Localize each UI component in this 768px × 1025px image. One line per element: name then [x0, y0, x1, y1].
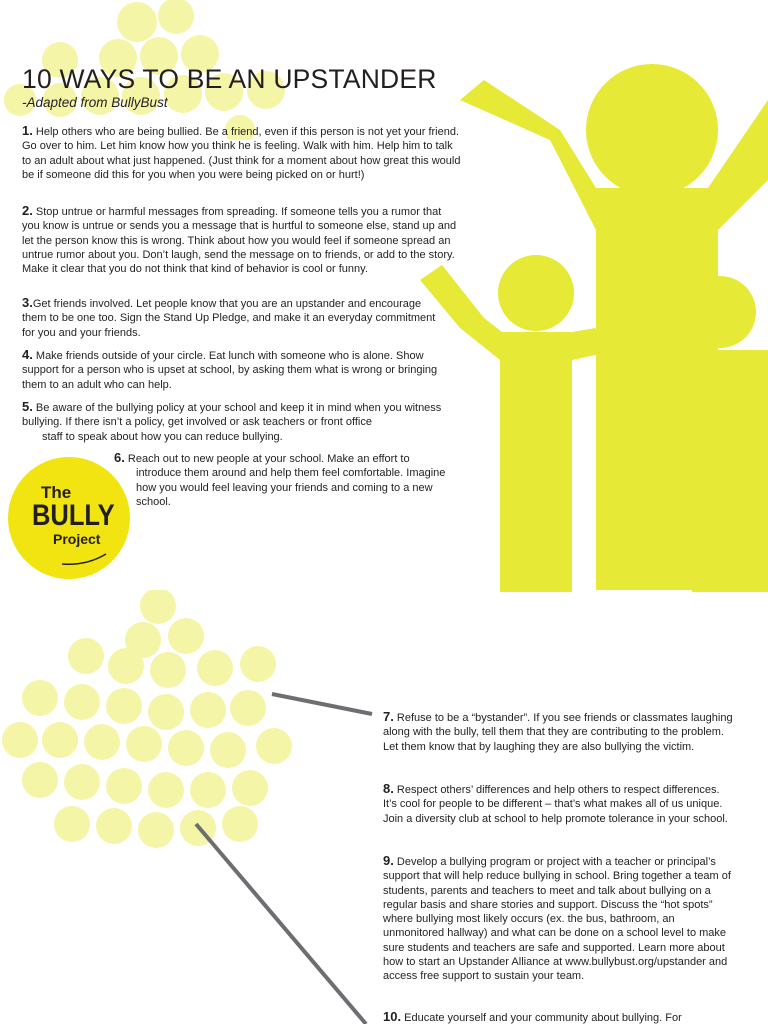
logo-line-bully: BULLY: [32, 499, 115, 532]
item-number: 4.: [22, 347, 33, 362]
item-text: Be aware of the bullying policy at your school and keep it in mind when you witness bullying. If there isn’t a policy, get involved or ask teachers or front office: [22, 402, 442, 429]
logo-line-the: The: [41, 483, 72, 502]
list-item: [22, 400, 462, 444]
item-number: 2.: [22, 203, 33, 218]
item-text: Stop untrue or harmful messages from spreading. If someone tells you a rumor that you know is untrue or sends you a message that is hurtful to someone else, stand up and let the person know this is wrong. Think about how you would feel if someone spread an untrue rumor about you. Don’t laugh, send the message on to friends, or add to the story. Make it clear that you do not think that kind of behavior is cool or funny.: [22, 206, 457, 276]
item-number: 10.: [383, 1009, 402, 1024]
item-number: 8.: [383, 781, 394, 796]
item-text: Help others who are being bullied. Be a friend, even if this person is not yet your friend. Go over to him. Let him know how you think he is feeling. Walk with him. Help him to talk to an adult about what just happened. (Just think for a moment about how great this would be if someone did this for you when you were being picked on or hurt!): [22, 126, 461, 181]
list-item: [22, 296, 442, 340]
list-item: [383, 854, 735, 984]
small-figure-head: [498, 255, 574, 331]
item-text: Reach out to new people at your school. Make an effort to: [127, 453, 410, 465]
item-text: Refuse to be a “bystander”. If you see friends or classmates laughing along with the bully, tell them that they are contributing to the problem. Let them know that by laughing they are also bullying the victim.: [383, 712, 733, 753]
item-number: 6.: [114, 450, 125, 465]
big-figure-head: [586, 64, 718, 196]
right-figure-head: [684, 276, 756, 348]
connector-line-2: [196, 824, 366, 1024]
list-item: [114, 451, 464, 509]
item-text: Make friends outside of your circle. Eat lunch with someone who is alone. Show support for a person who is upset at school, by asking them what is wrong or bringing them to an adult who can help.: [22, 350, 438, 391]
page-subtitle: -Adapted from BullyBust: [22, 95, 168, 110]
list-item: [383, 710, 735, 754]
logo-underline-swoosh: [60, 552, 110, 568]
item-text-continued: introduce them around and help them feel comfortable. Imagine how you would feel leaving your friends and coming to a new school.: [136, 467, 446, 508]
item-text-continued: staff to speak about how you can reduce bullying.: [42, 430, 283, 443]
list-item: [383, 782, 735, 826]
list-item: [383, 1010, 735, 1025]
page-title: 10 WAYS TO BE AN UPSTANDER: [22, 64, 437, 94]
logo-line-project: Project: [53, 531, 101, 547]
item-number: 1.: [22, 123, 33, 138]
item-text: Educate yourself and your community about bullying. For: [404, 1012, 682, 1024]
item-number: 7.: [383, 709, 394, 724]
list-item: [22, 204, 462, 276]
item-text: Develop a bullying program or project with a teacher or principal’s support that will help reduce bullying in school. Bring together a team of students, parents and teachers to meet and talk about bullying on a regular basis and share stories and support. Discuss the “hot spots” where bullying most likely occurs (ex. the bus, bathroom, an unmonitored hallway) and what can be done on a school level to make sure students and teachers are safe and supported. Learn more about how to start an Upstander Alliance at www.bullybust.org/upstander and access free support to sustain your team.: [383, 856, 731, 983]
bully-project-logo: [8, 457, 130, 579]
item-text: Respect others’ differences and help others to respect differences. It’s cool for people to be different – that’s what makes all of us unique. Join a diversity club at school to help promote tolerance in your school.: [383, 784, 728, 825]
list-item: [22, 348, 462, 392]
connector-line-1: [272, 694, 372, 714]
decorative-dots-bottom: [0, 590, 400, 1024]
right-figure-body: [692, 350, 768, 592]
item-number: 3.: [22, 295, 33, 310]
item-number: 5.: [22, 399, 33, 414]
item-number: 9.: [383, 853, 394, 868]
item-text: Get friends involved. Let people know that you are an upstander and encourage them to be one too. Sign the Stand Up Pledge, and make it an everyday commitment for you and your friends.: [22, 298, 436, 339]
list-item: [22, 124, 462, 182]
